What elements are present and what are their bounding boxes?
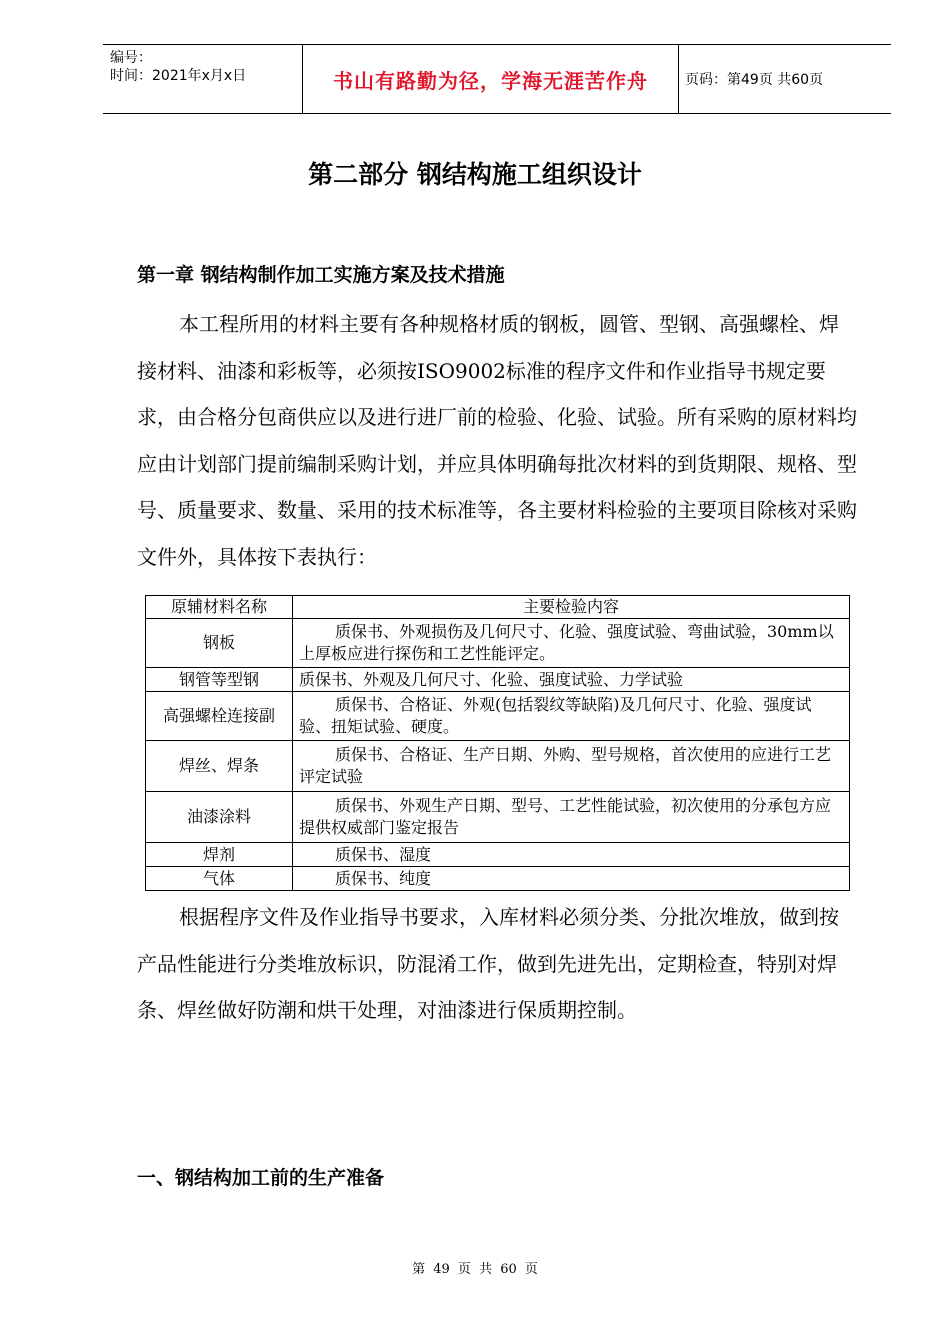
inspection-table	[145, 595, 850, 891]
material-name: 焊丝、焊条	[146, 741, 293, 792]
material-name: 钢管等型钢	[146, 668, 293, 692]
page-footer: 第 49 页 共 60 页	[412, 1262, 538, 1277]
inspection-content: 质保书、纯度	[293, 867, 850, 891]
material-name: 油漆涂料	[146, 792, 293, 843]
table-header-row	[146, 596, 850, 619]
table-row	[146, 668, 850, 692]
table-row	[146, 619, 850, 668]
inspection-content: 质保书、外观及几何尺寸、化验、强度试验、力学试验	[293, 668, 850, 692]
table-row	[146, 792, 850, 843]
material-name: 钢板	[146, 619, 293, 668]
storage-paragraph: 根据程序文件及作业指导书要求，入库材料必须分类、分批次堆放，做到按产品性能进行分类堆放标识，防混淆工作，做到先进先出，定期检查，特别对焊条、焊丝做好防潮和烘干处理，对油漆进行保质期控制。	[137, 905, 839, 1022]
inspection-content: 质保书、湿度	[293, 843, 850, 867]
table-row	[146, 741, 850, 792]
document-title: 第二部分 钢结构施工组织设计	[308, 160, 642, 189]
table-row	[146, 843, 850, 867]
material-name: 气体	[146, 867, 293, 891]
header-motto: 书山有路勤为径，学海无涯苦作舟	[333, 68, 648, 93]
inspection-content: 质保书、合格证、生产日期、外购、型号规格，首次使用的应进行工艺评定试验	[293, 741, 850, 792]
table-header-material: 原辅材料名称	[146, 596, 293, 619]
table-row	[146, 867, 850, 891]
header-meta	[110, 49, 246, 85]
material-name: 焊剂	[146, 843, 293, 867]
table-header-content: 主要检验内容	[293, 596, 850, 619]
header-divider	[678, 45, 679, 113]
table-row	[146, 692, 850, 741]
section-heading: 一、钢结构加工前的生产准备	[137, 1167, 385, 1189]
chapter-heading: 第一章 钢结构制作加工实施方案及技术措施	[137, 264, 505, 286]
intro-paragraph: 本工程所用的材料主要有各种规格材质的钢板，圆管、型钢、高强螺栓、焊接材料、油漆和彩板等，必须按ISO9002标准的程序文件和作业指导书规定要求，由合格分包商供应以及进行进厂前的检验、化验、试验。所有采购的原材料均应由计划部门提前编制采购计划，并应具体明确每批次材料的到货期限、规格、型号、质量要求、数量、采用的技术标准等，各主要材料检验的主要项目除核对采购文件外，具体按下表执行：	[137, 312, 857, 569]
inspection-content: 质保书、外观损伤及几何尺寸、化验、强度试验、弯曲试验，30mm以上厚板应进行探伤和工艺性能评定。	[293, 619, 850, 668]
inspection-content: 质保书、外观生产日期、型号、工艺性能试验，初次使用的分承包方应提供权威部门鉴定报告	[293, 792, 850, 843]
inspection-content: 质保书、合格证、外观(包括裂纹等缺陷)及几何尺寸、化验、强度试验、扭矩试验、硬度。	[293, 692, 850, 741]
page-header	[103, 44, 891, 114]
header-page-info: 页码：第49页 共60页	[685, 72, 824, 88]
number-label: 编号：	[110, 50, 152, 66]
material-name: 高强螺栓连接副	[146, 692, 293, 741]
time-label: 时间：2021年x月x日	[110, 68, 247, 84]
